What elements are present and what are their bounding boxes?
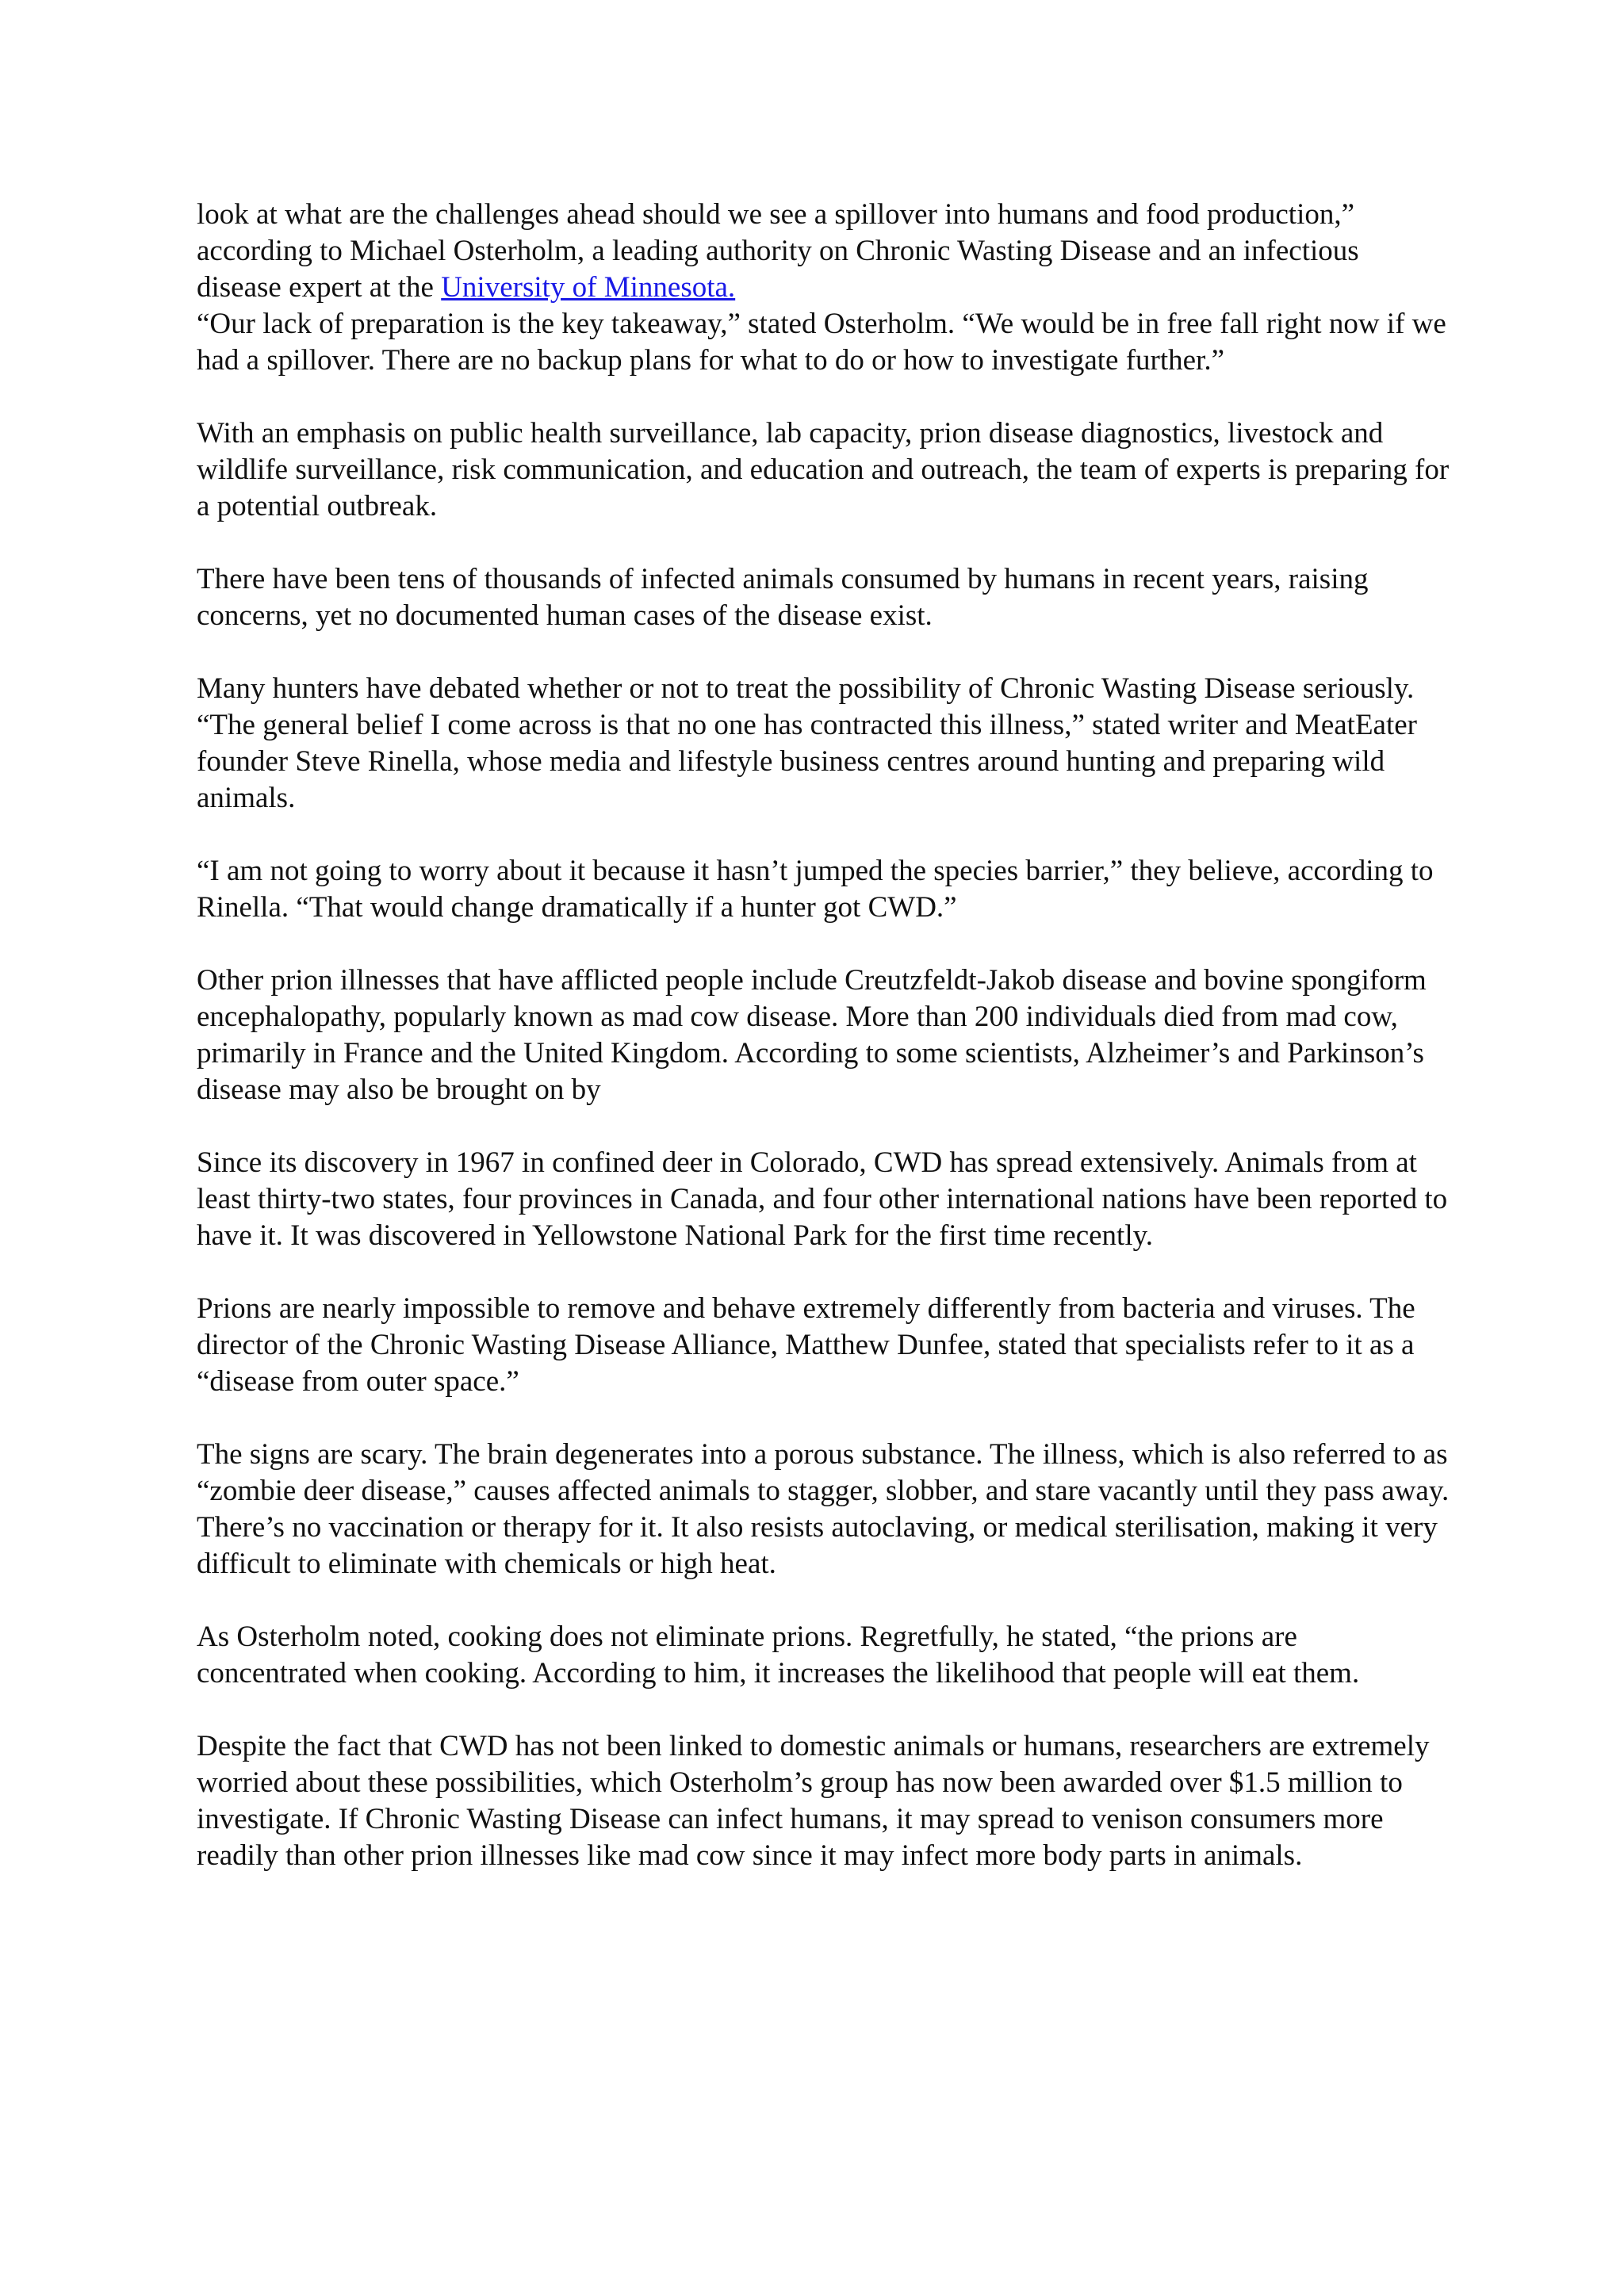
paragraph-research-funding: Despite the fact that CWD has not been linked to domestic animals or humans, researchers are extremely worried about these possibilities, which Osterholm’s group has now been awarded over $1.5 million to investigate. If Chronic Wasting Disease can infect humans, it may spread to venison consumers more readily than other prion illnesses like mad cow since it may infect more body parts in animals. <box>197 1730 1430 1872</box>
paragraph-prions-nature: Prions are nearly impossible to remove and behave extremely differently from bacteria and viruses. The director of the Chronic Wasting Disease Alliance, Matthew Dunfee, stated that specialists refer to it as a “disease from outer space.” <box>197 1292 1415 1398</box>
document-body <box>197 197 1450 1911</box>
paragraph-symptoms: The signs are scary. The brain degenerates into a porous substance. The illness, which is also referred to as “zombie deer disease,” causes affected animals to stagger, slobber, and stare vacantly until they pass away. There’s no vaccination or therapy for it. It also resists autoclaving, or medical sterilisation, making it very difficult to eliminate with chemicals or high heat. <box>197 1438 1450 1580</box>
paragraph-preparation-quote: “Our lack of preparation is the key takeaway,” stated Osterholm. “We would be in free fall right now if we had a spillover. There are no backup plans for what to do or how to investigate further.” <box>197 308 1446 377</box>
paragraph-osterholm-intro <box>197 197 1450 306</box>
paragraph-prion-illnesses: Other prion illnesses that have afflicted people include Creutzfeldt-Jakob disease and bovine spongiform encephalopathy, popularly known as mad cow disease. More than 200 individuals died from mad cow, primarily in France and the United Kingdom. According to some scientists, Alzheimer’s and Parkinson’s disease may also be brought on by <box>197 964 1427 1106</box>
paragraph-cooking: As Osterholm noted, cooking does not eliminate prions. Regretfully, he stated, “the prions are concentrated when cooking. According to him, it increases the likelihood that people will eat them. <box>197 1621 1360 1689</box>
paragraph-surveillance: With an emphasis on public health surveillance, lab capacity, prion disease diagnostics, livestock and wildlife surveillance, risk communication, and education and outreach, the team of experts is preparing for a potential outbreak. <box>197 417 1450 522</box>
paragraph-rinella-quote: “I am not going to worry about it because it hasn’t jumped the species barrier,” they believe, according to Rinella. “That would change dramatically if a hunter got CWD.” <box>197 855 1434 924</box>
paragraph-text: look at what are the challenges ahead should we see a spillover into humans and food production,” according to Michael Osterholm, a leading authority on Chronic Wasting Disease and an infectious disease expert at the <box>197 198 1359 304</box>
paragraph-cwd-spread: Since its discovery in 1967 in confined deer in Colorado, CWD has spread extensively. Animals from at least thirty-two states, four provinces in Canada, and four other international nations have been reported to have it. It was discovered in Yellowstone National Park for the first time recently. <box>197 1146 1448 1252</box>
university-of-minnesota-link[interactable]: University of Minnesota. <box>441 271 736 304</box>
paragraph-hunters-debate: Many hunters have debated whether or not to treat the possibility of Chronic Wasting Disease seriously. “The general belief I come across is that no one has contracted this illness,” stated writer and MeatEater founder Steve Rinella, whose media and lifestyle business centres around hunting and preparing wild animals. <box>197 672 1418 814</box>
paragraph-infected-animals: There have been tens of thousands of infected animals consumed by humans in recent years, raising concerns, yet no documented human cases of the disease exist. <box>197 563 1369 632</box>
